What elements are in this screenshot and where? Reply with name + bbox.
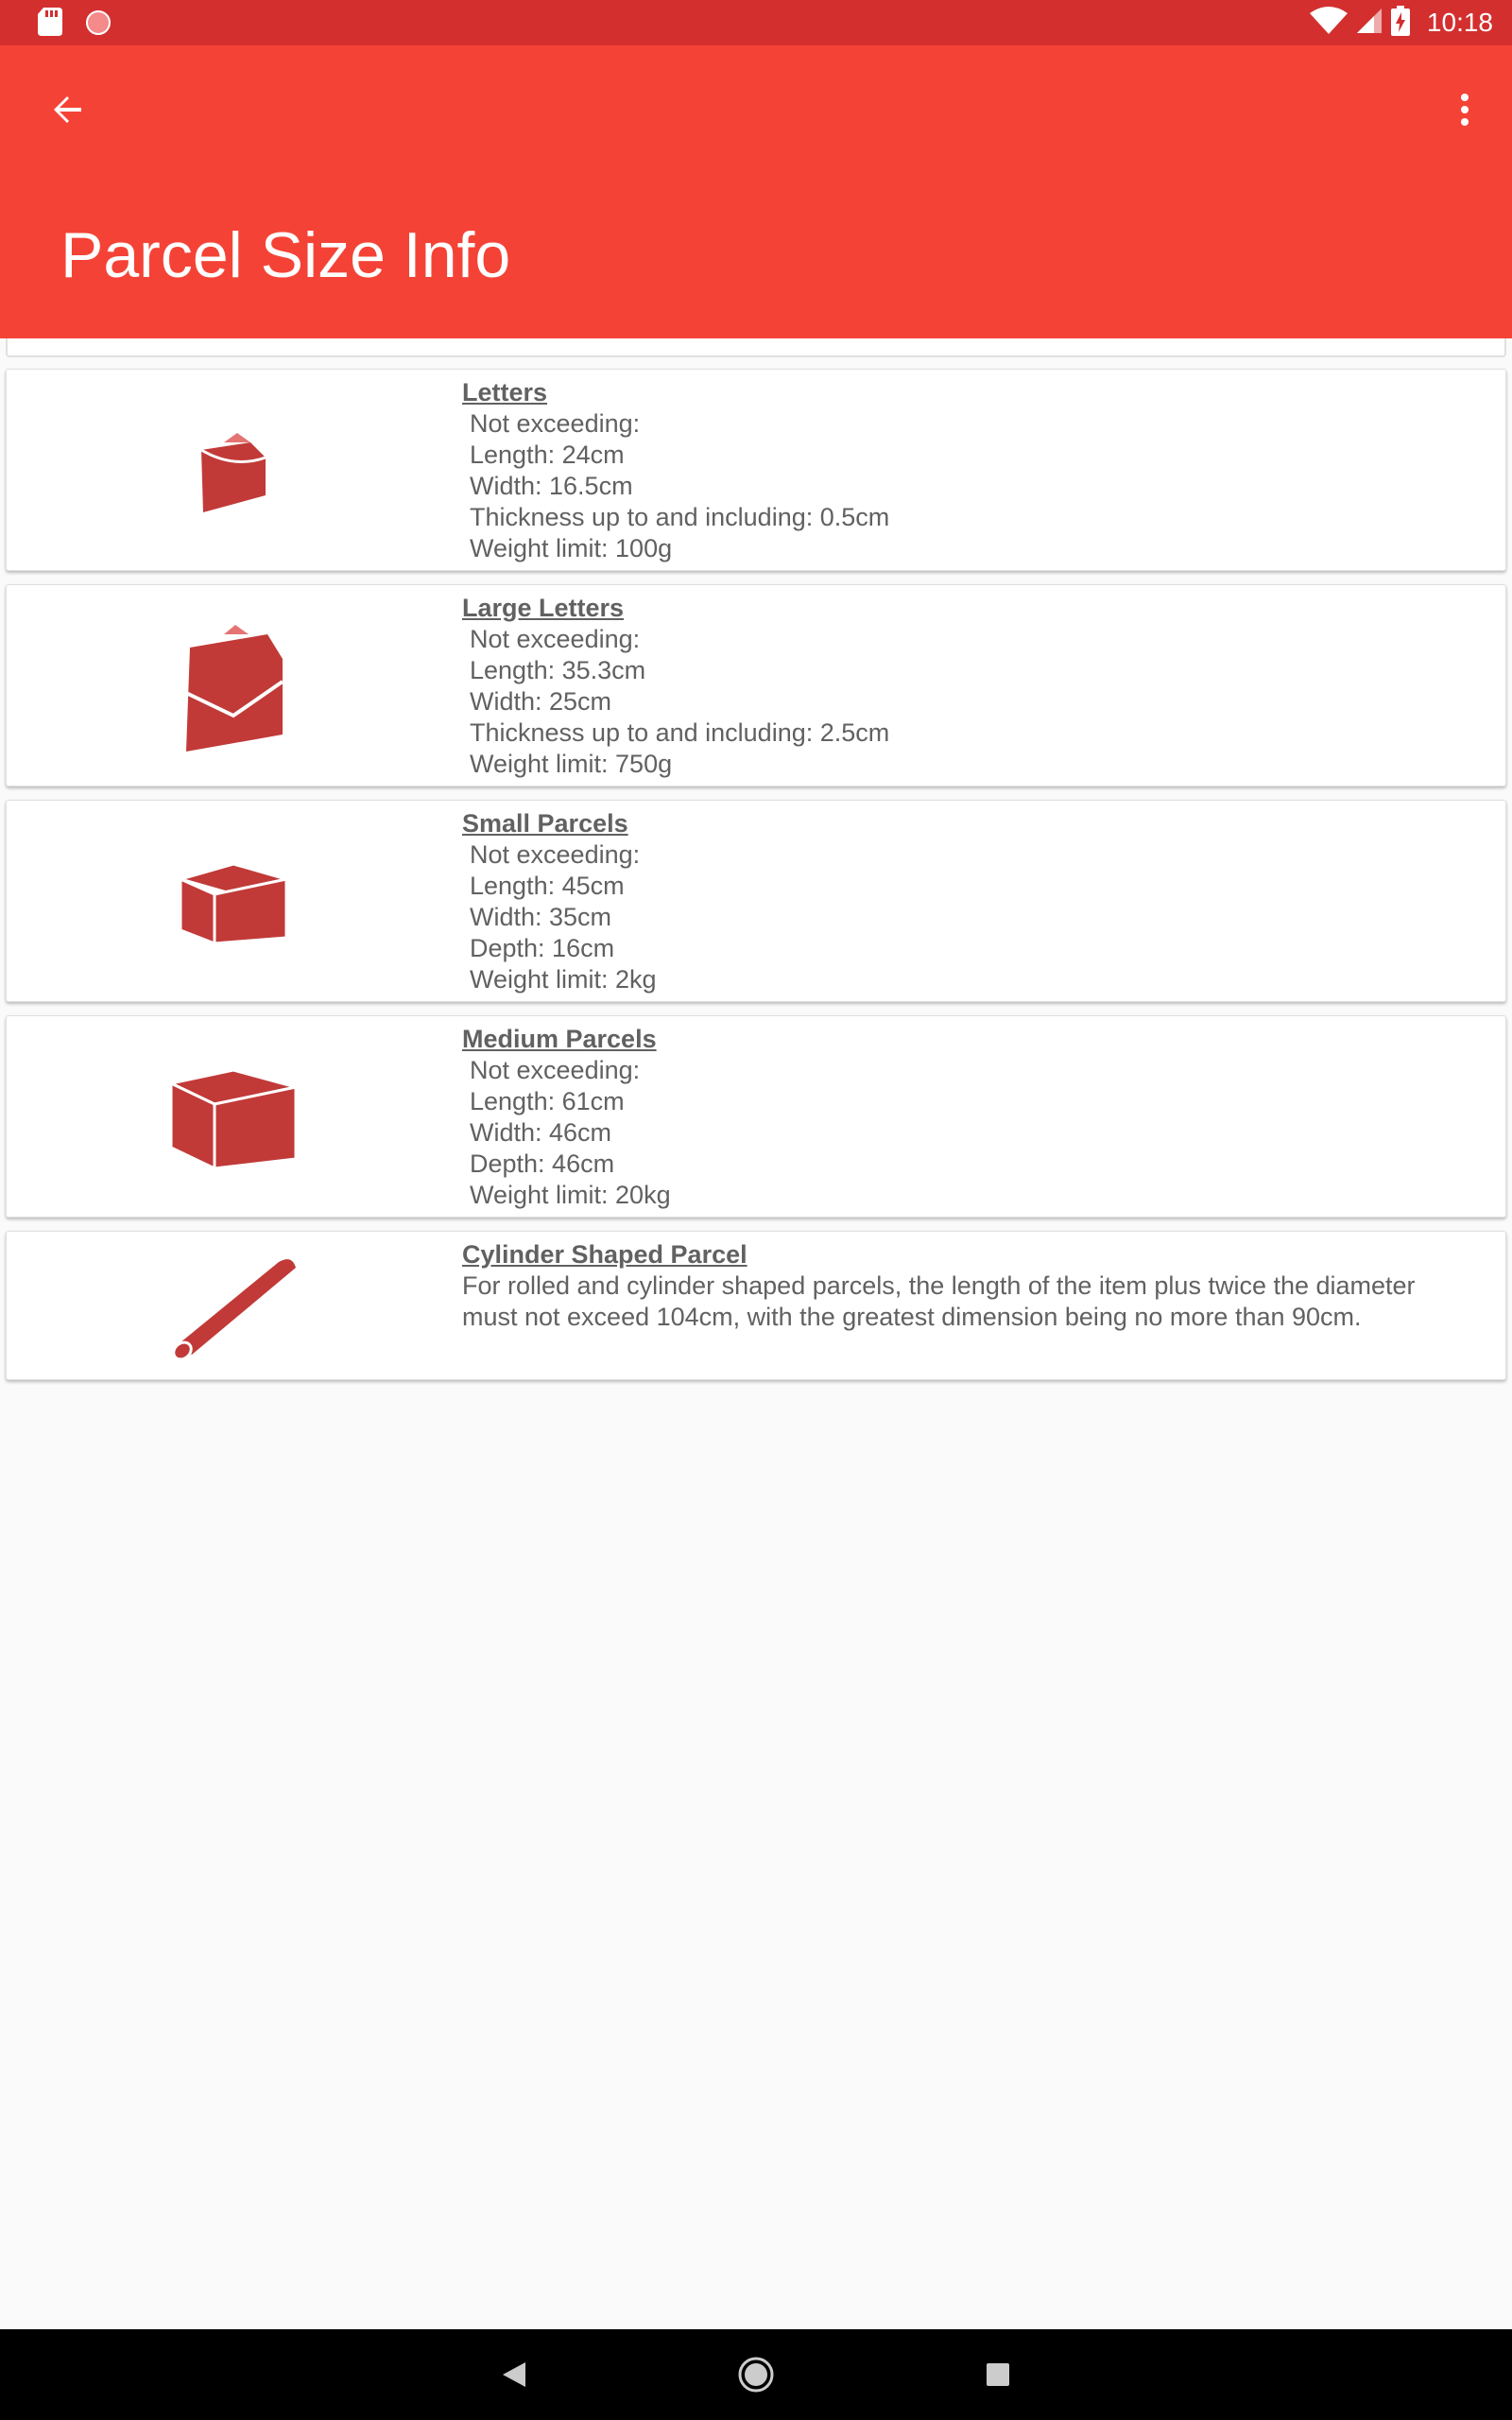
recents-nav-icon <box>986 2362 1010 2387</box>
item-title: Medium Parcels <box>462 1025 657 1053</box>
item-detail: Thickness up to and including: 2.5cm <box>470 718 890 747</box>
item-detail: Width: 25cm <box>470 687 612 716</box>
item-detail: Weight limit: 750g <box>470 750 673 778</box>
item-detail: Width: 16.5cm <box>470 472 633 500</box>
item-title: Letters <box>462 378 548 406</box>
nav-home-button[interactable] <box>733 2352 779 2397</box>
small-parcel-icon <box>129 827 337 978</box>
list-item-large-letters[interactable] <box>6 584 1506 786</box>
app-bar <box>0 45 1512 338</box>
item-detail: Thickness up to and including: 0.5cm <box>470 503 890 531</box>
item-title: Large Letters <box>462 594 625 622</box>
item-detail: Length: 24cm <box>470 441 625 469</box>
wifi-icon <box>1310 6 1348 41</box>
item-detail: Not exceeding: <box>470 1056 641 1084</box>
item-detail: Depth: 16cm <box>470 934 615 962</box>
list-top-divider <box>6 338 1506 357</box>
record-icon <box>85 9 112 41</box>
signal-icon <box>1355 7 1383 40</box>
item-detail: Length: 61cm <box>470 1087 625 1115</box>
page-title: Parcel Size Info <box>60 219 511 291</box>
item-title: Small Parcels <box>462 809 628 838</box>
item-detail: Depth: 46cm <box>470 1150 615 1178</box>
back-nav-icon <box>501 2360 527 2389</box>
list-item-small-parcels[interactable] <box>6 800 1506 1002</box>
parcel-size-list <box>6 338 1506 1393</box>
letter-icon <box>129 396 337 547</box>
item-detail: Length: 45cm <box>470 872 625 900</box>
item-detail: Width: 35cm <box>470 903 612 931</box>
item-title: Cylinder Shaped Parcel <box>462 1240 747 1269</box>
item-detail: Not exceeding: <box>470 840 641 869</box>
sd-card-icon <box>38 8 62 41</box>
list-item-letters[interactable] <box>6 369 1506 571</box>
item-detail: Length: 35.3cm <box>470 656 646 684</box>
overflow-menu-button[interactable] <box>1440 85 1489 134</box>
arrow-back-icon <box>51 93 85 127</box>
more-vert-icon <box>1459 93 1470 127</box>
list-item-medium-parcels[interactable] <box>6 1015 1506 1218</box>
item-detail: Weight limit: 20kg <box>470 1181 671 1209</box>
cylinder-parcel-icon <box>129 1239 337 1372</box>
navigation-bar <box>0 2329 1512 2420</box>
large-letter-icon <box>129 612 337 763</box>
list-item-cylinder-parcel[interactable] <box>6 1231 1506 1380</box>
nav-recents-button[interactable] <box>975 2352 1021 2397</box>
medium-parcel-icon <box>129 1043 337 1194</box>
status-time: 10:18 <box>1426 8 1493 37</box>
item-detail: Width: 46cm <box>470 1118 612 1147</box>
item-detail: Not exceeding: <box>470 409 641 438</box>
home-nav-icon <box>737 2356 775 2394</box>
nav-back-button[interactable] <box>491 2352 537 2397</box>
back-button[interactable] <box>43 85 93 134</box>
battery-charging-icon <box>1391 6 1410 41</box>
item-detail: Weight limit: 2kg <box>470 965 657 994</box>
item-description: For rolled and cylinder shaped parcels, the length of the item plus twice the diameter must not exceed 104cm, with the greatest dimension being no more than 90cm. <box>462 1271 1416 1331</box>
item-detail: Not exceeding: <box>470 625 641 653</box>
status-bar <box>0 0 1512 45</box>
item-detail: Weight limit: 100g <box>470 534 673 562</box>
